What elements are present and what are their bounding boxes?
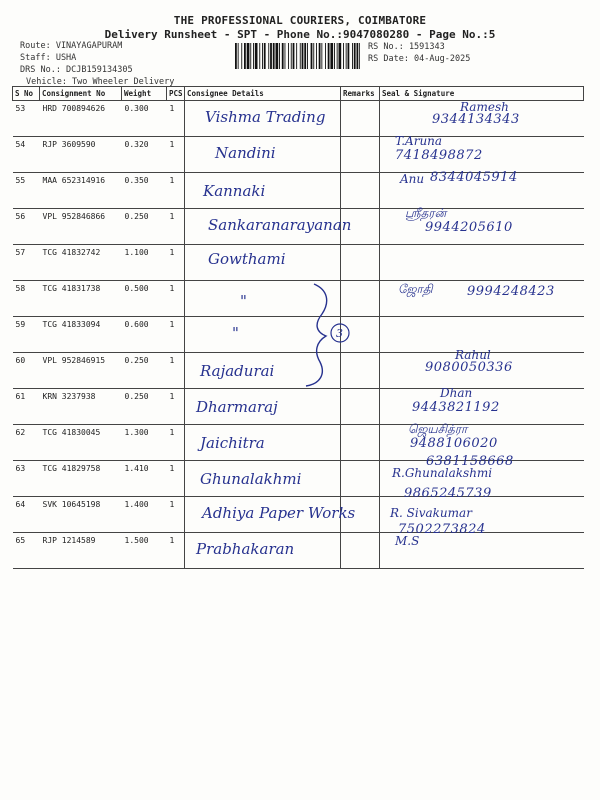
barcode-bar bbox=[313, 43, 314, 69]
row-pcs: 1 bbox=[167, 245, 185, 281]
meta-right bbox=[368, 41, 470, 65]
barcode-bar bbox=[346, 43, 347, 69]
receiver-phone: 9994248423 bbox=[467, 284, 555, 299]
barcode-bar bbox=[285, 43, 286, 69]
barcode-bar bbox=[300, 43, 301, 69]
consignee-handwritten-name: Adhiya Paper Works bbox=[202, 504, 356, 522]
row-consignment-no: RJP 3609590 bbox=[40, 137, 122, 173]
receiver-signature: R.Ghunalakshmi bbox=[392, 466, 493, 480]
barcode-bar bbox=[339, 43, 342, 69]
route-label: Route: VINAYAGAPURAM bbox=[20, 41, 123, 51]
col-pcs: PCS bbox=[167, 87, 185, 101]
row-pcs: 1 bbox=[167, 101, 185, 137]
row-weight: 1.300 bbox=[122, 425, 167, 461]
receiver-signature: Dhan bbox=[440, 386, 473, 400]
company-title: THE PROFESSIONAL COURIERS, COIMBATORE bbox=[173, 14, 427, 27]
barcode-bar bbox=[325, 43, 326, 69]
barcode-bar bbox=[262, 43, 263, 69]
consignee-handwritten-name: Rajadurai bbox=[200, 362, 275, 380]
table-row bbox=[13, 137, 584, 173]
barcode-bar bbox=[241, 43, 242, 69]
receiver-phone: 9080050336 bbox=[425, 360, 513, 375]
consignee-handwritten-name: " bbox=[232, 324, 239, 342]
barcode-bar bbox=[250, 43, 251, 69]
row-sno: 55 bbox=[13, 173, 40, 209]
barcode-bar bbox=[291, 43, 292, 69]
row-remarks-cell bbox=[341, 533, 380, 569]
barcode-bar bbox=[288, 43, 289, 69]
receiver-phone: 9488106020 bbox=[410, 436, 498, 451]
bracket-number: 3 bbox=[336, 327, 343, 340]
row-consignment-no: TCG 41833094 bbox=[40, 317, 122, 353]
row-weight: 0.300 bbox=[122, 101, 167, 137]
barcode-bar bbox=[273, 43, 275, 69]
row-pcs: 1 bbox=[167, 533, 185, 569]
row-weight: 0.320 bbox=[122, 137, 167, 173]
barcode-bar bbox=[293, 43, 295, 69]
consignee-handwritten-name: Kannaki bbox=[203, 182, 266, 200]
receiver-signature: M.S bbox=[395, 534, 420, 548]
row-consignment-no: TCG 41832742 bbox=[40, 245, 122, 281]
row-weight: 1.100 bbox=[122, 245, 167, 281]
row-consignment-no: VPL 952846866 bbox=[40, 209, 122, 245]
consignee-handwritten-name: Jaichitra bbox=[200, 434, 265, 452]
runsheet-subtitle: Delivery Runsheet - SPT - Phone No.:9047080280 - Page No.:5 bbox=[104, 28, 496, 41]
row-pcs: 1 bbox=[167, 389, 185, 425]
row-sno: 60 bbox=[13, 353, 40, 389]
consignee-handwritten-name: Vishma Trading bbox=[205, 108, 326, 126]
row-consignment-no: VPL 952846915 bbox=[40, 353, 122, 389]
drs-number: DRS No.: DCJB159134305 bbox=[20, 65, 133, 75]
table-header-row bbox=[13, 87, 584, 101]
barcode-bar bbox=[244, 43, 246, 69]
barcode-icon bbox=[235, 43, 360, 69]
receiver-phone: 9865245739 bbox=[404, 486, 492, 501]
row-consignment-no: RJP 1214589 bbox=[40, 533, 122, 569]
row-sno: 63 bbox=[13, 461, 40, 497]
barcode-bar bbox=[255, 43, 258, 69]
col-sno: S No bbox=[13, 87, 40, 101]
receiver-signature: ஜெயசித்ரா bbox=[408, 422, 468, 436]
staff-label: Staff: USHA bbox=[20, 53, 77, 63]
barcode-bar bbox=[348, 43, 350, 69]
barcode-bar bbox=[307, 43, 308, 69]
col-consignee: Consignee Details bbox=[185, 87, 341, 101]
row-consignment-no: SVK 10645198 bbox=[40, 497, 122, 533]
row-sno: 58 bbox=[13, 281, 40, 317]
row-pcs: 1 bbox=[167, 461, 185, 497]
row-consignment-no: TCG 41831738 bbox=[40, 281, 122, 317]
receiver-phone: 7502273824 bbox=[398, 522, 486, 537]
barcode-bar bbox=[235, 43, 237, 69]
consignee-handwritten-name: Prabhakaran bbox=[196, 540, 295, 558]
row-remarks-cell bbox=[341, 461, 380, 497]
receiver-phone: 6381158668 bbox=[426, 454, 514, 469]
barcode-bar bbox=[334, 43, 335, 69]
row-consignment-no: MAA 652314916 bbox=[40, 173, 122, 209]
barcode-bar bbox=[337, 43, 338, 69]
consignee-handwritten-name: Ghunalakhmi bbox=[200, 470, 302, 488]
row-pcs: 1 bbox=[167, 353, 185, 389]
receiver-signature: ஸ்ரீதரன் bbox=[405, 206, 447, 220]
row-sno: 62 bbox=[13, 425, 40, 461]
row-pcs: 1 bbox=[167, 173, 185, 209]
receiver-phone: 9344134343 bbox=[432, 112, 520, 127]
row-remarks-cell bbox=[341, 389, 380, 425]
col-remarks: Remarks bbox=[341, 87, 380, 101]
barcode-bar bbox=[259, 43, 260, 69]
receiver-phone: 9443821192 bbox=[412, 400, 500, 415]
barcode-bar bbox=[247, 43, 250, 69]
receiver-signature: Rahul bbox=[455, 348, 491, 362]
receiver-signature: Anu bbox=[400, 172, 425, 186]
barcode-bar bbox=[238, 43, 239, 69]
table-row bbox=[13, 533, 584, 569]
vehicle-label: Vehicle: Two Wheeler Delivery bbox=[26, 77, 175, 87]
receiver-signature: ஜோதி bbox=[398, 282, 433, 296]
receiver-phone: 9944205610 bbox=[425, 220, 513, 235]
barcode-bar bbox=[357, 43, 359, 69]
row-consignment-no: TCG 41830045 bbox=[40, 425, 122, 461]
receiver-signature: Ramesh bbox=[460, 100, 509, 114]
consignee-handwritten-name: " bbox=[240, 292, 247, 310]
row-sno: 65 bbox=[13, 533, 40, 569]
barcode-bar bbox=[316, 43, 317, 69]
row-consignment-no: HRD 700894626 bbox=[40, 101, 122, 137]
row-sno: 61 bbox=[13, 389, 40, 425]
row-sno: 57 bbox=[13, 245, 40, 281]
receiver-signature: R. Sivakumar bbox=[390, 506, 472, 520]
barcode-bar bbox=[328, 43, 330, 69]
row-weight: 1.500 bbox=[122, 533, 167, 569]
barcode-bar bbox=[282, 43, 284, 69]
barcode-bar bbox=[296, 43, 297, 69]
barcode-bar bbox=[304, 43, 306, 69]
barcode-bar bbox=[268, 43, 269, 69]
barcode-bar bbox=[279, 43, 280, 69]
col-seal: Seal & Signature bbox=[380, 87, 584, 101]
row-pcs: 1 bbox=[167, 209, 185, 245]
meta-left bbox=[20, 40, 174, 88]
barcode-bar bbox=[264, 43, 266, 69]
row-remarks-cell bbox=[341, 137, 380, 173]
row-pcs: 1 bbox=[167, 425, 185, 461]
consignee-handwritten-name: Nandini bbox=[215, 144, 276, 162]
barcode-bar bbox=[270, 43, 272, 69]
row-weight: 1.410 bbox=[122, 461, 167, 497]
row-sno: 56 bbox=[13, 209, 40, 245]
barcode-bar bbox=[352, 43, 353, 69]
consignee-handwritten-name: Sankaranarayanan bbox=[208, 216, 352, 234]
row-consignment-no: KRN 3237938 bbox=[40, 389, 122, 425]
row-pcs: 1 bbox=[167, 137, 185, 173]
row-pcs: 1 bbox=[167, 317, 185, 353]
row-sno: 64 bbox=[13, 497, 40, 533]
runsheet-table bbox=[12, 86, 584, 569]
barcode-bar bbox=[359, 43, 360, 69]
consignee-handwritten-name: Dharmaraj bbox=[196, 398, 278, 416]
receiver-phone: 7418498872 bbox=[395, 148, 483, 163]
row-remarks-cell bbox=[341, 245, 380, 281]
barcode-bar bbox=[319, 43, 321, 69]
rs-date: RS Date: 04-Aug-2025 bbox=[368, 54, 471, 64]
barcode-bar bbox=[311, 43, 313, 69]
row-weight: 0.600 bbox=[122, 317, 167, 353]
row-pcs: 1 bbox=[167, 497, 185, 533]
barcode-bar bbox=[354, 43, 356, 69]
table-row bbox=[13, 245, 584, 281]
row-weight: 0.250 bbox=[122, 353, 167, 389]
col-consignment: Consignment No bbox=[40, 87, 122, 101]
row-weight: 0.250 bbox=[122, 389, 167, 425]
row-weight: 0.500 bbox=[122, 281, 167, 317]
barcode-bar bbox=[253, 43, 254, 69]
rs-number: RS No.: 1591343 bbox=[368, 42, 445, 52]
row-remarks-cell bbox=[341, 101, 380, 137]
barcode-bar bbox=[321, 43, 322, 69]
barcode-bar bbox=[330, 43, 333, 69]
row-pcs: 1 bbox=[167, 281, 185, 317]
row-weight: 1.400 bbox=[122, 497, 167, 533]
receiver-signature: T.Aruna bbox=[395, 134, 443, 148]
table-row bbox=[13, 317, 584, 353]
receiver-phone: 8344045914 bbox=[430, 170, 518, 185]
bracket-mark bbox=[300, 280, 360, 390]
col-weight: Weight bbox=[122, 87, 167, 101]
row-weight: 0.250 bbox=[122, 209, 167, 245]
row-sno: 59 bbox=[13, 317, 40, 353]
row-seal-cell bbox=[380, 245, 584, 281]
row-remarks-cell bbox=[341, 173, 380, 209]
row-consignment-no: TCG 41829758 bbox=[40, 461, 122, 497]
row-sno: 53 bbox=[13, 101, 40, 137]
barcode-bar bbox=[276, 43, 279, 69]
barcode-bar bbox=[302, 43, 304, 69]
consignee-handwritten-name: Gowthami bbox=[208, 250, 286, 268]
row-remarks-cell bbox=[341, 425, 380, 461]
row-sno: 54 bbox=[13, 137, 40, 173]
barcode-bar bbox=[343, 43, 344, 69]
row-weight: 0.350 bbox=[122, 173, 167, 209]
